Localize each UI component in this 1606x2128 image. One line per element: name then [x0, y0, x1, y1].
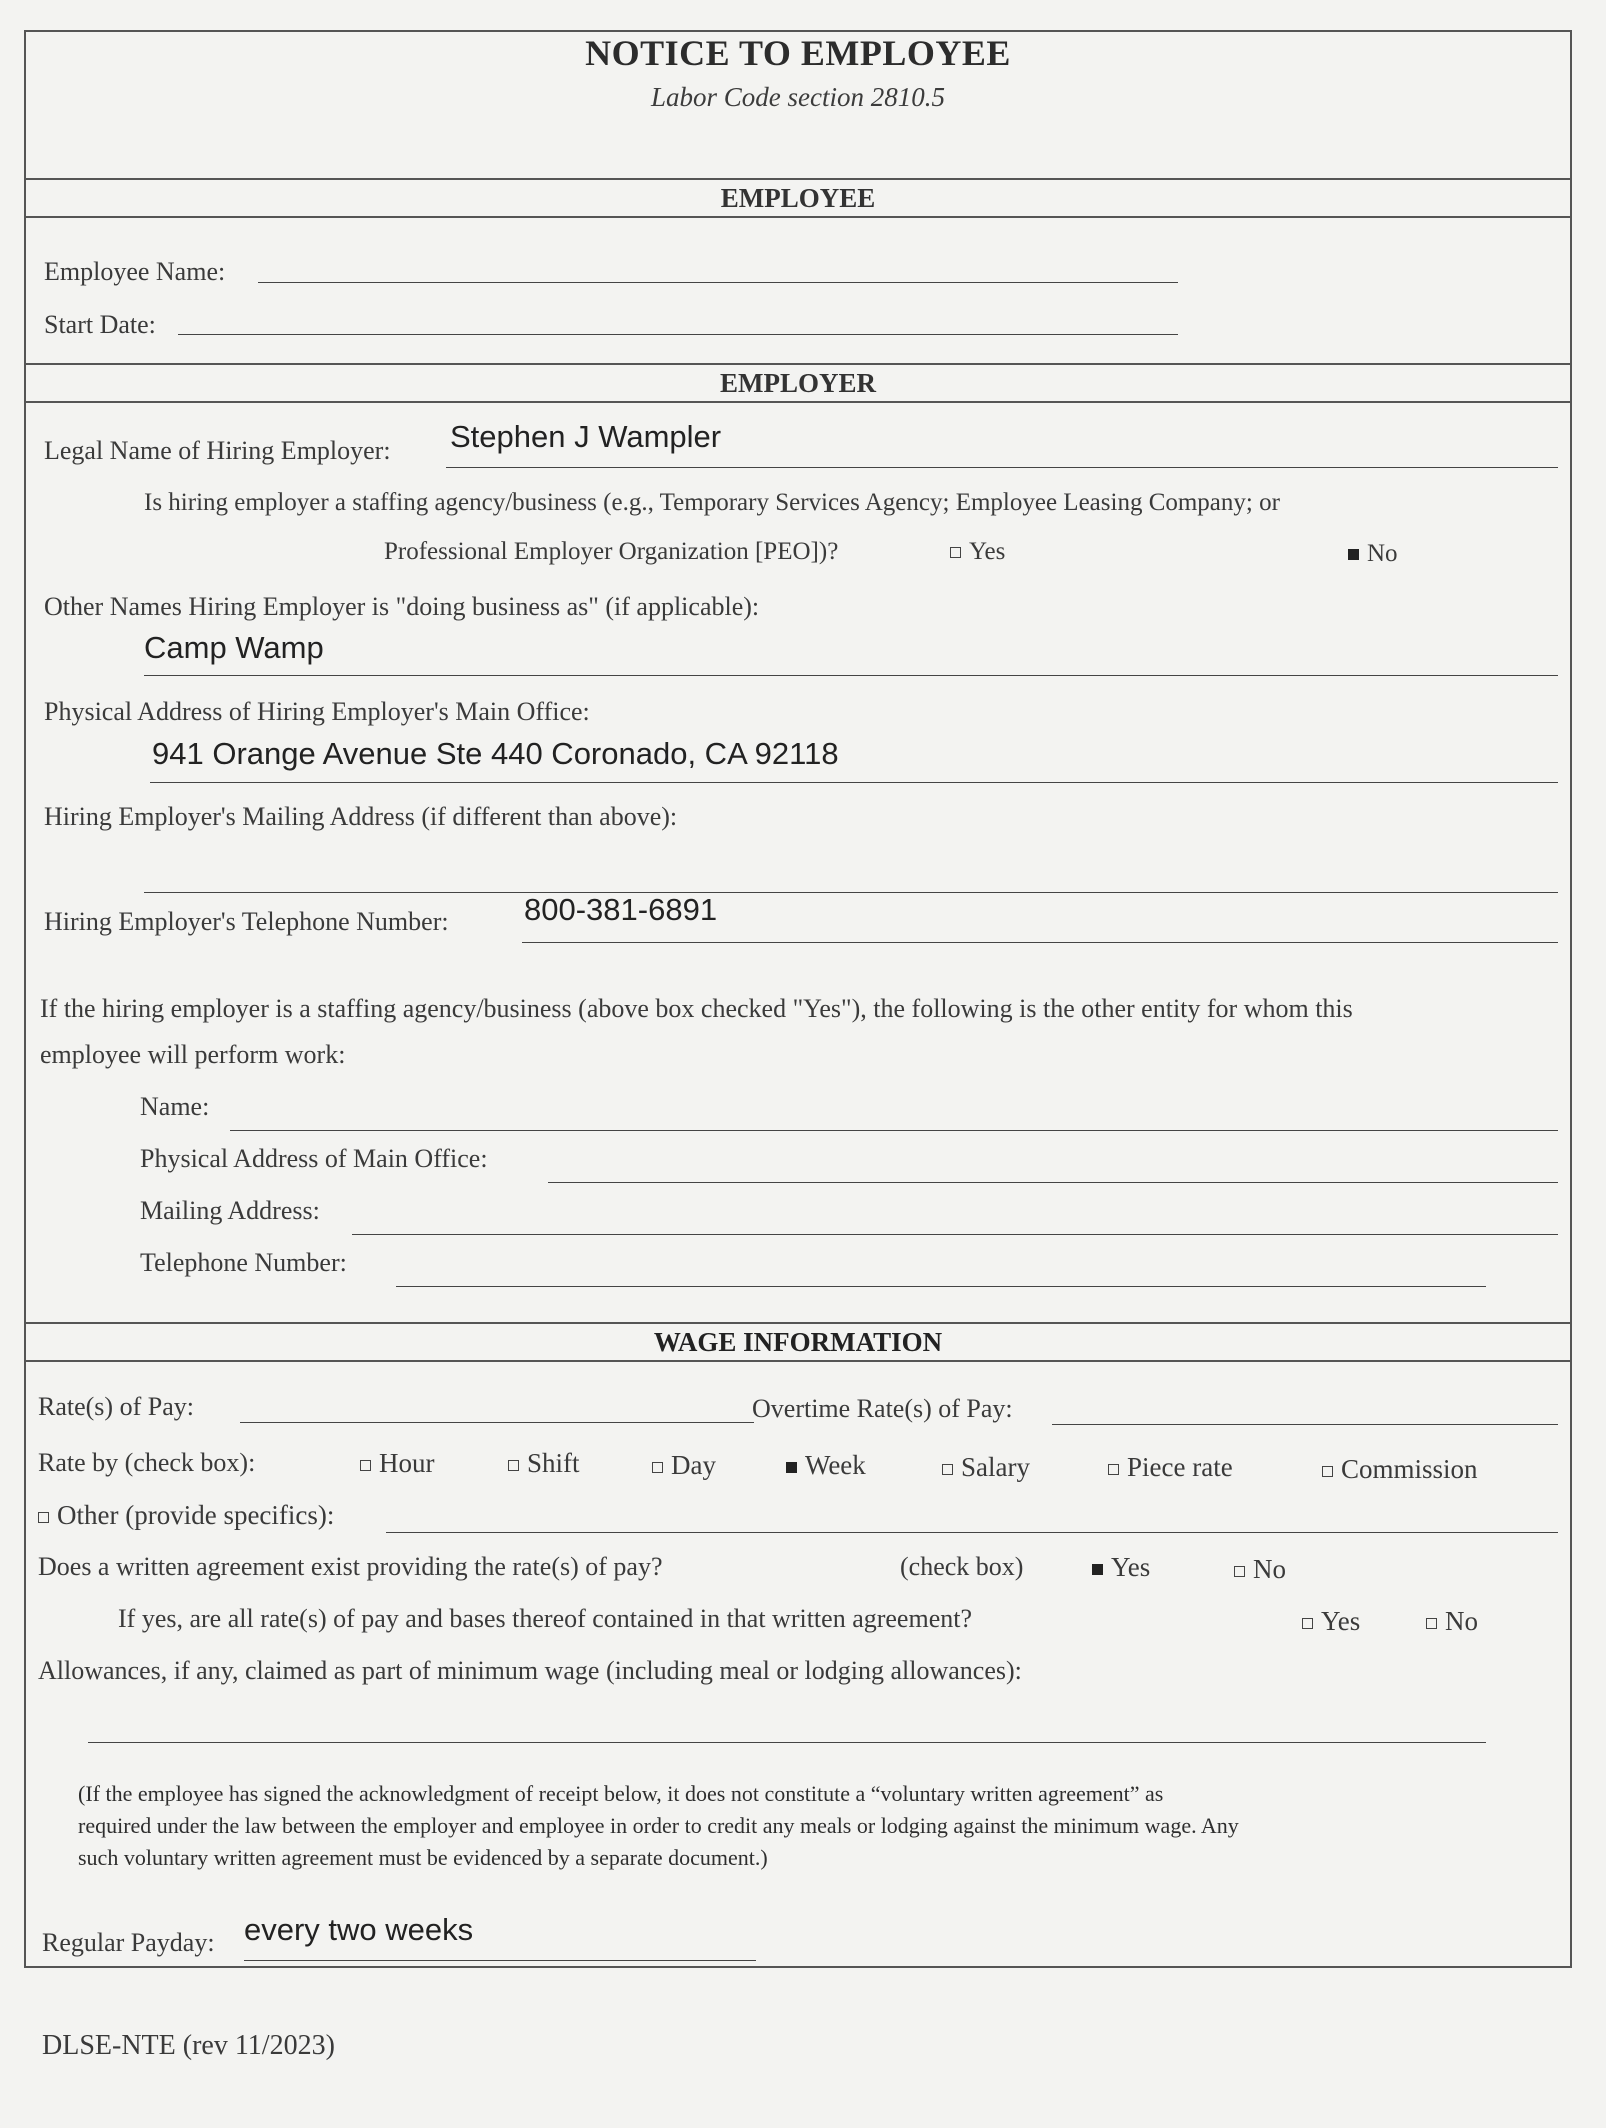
staffing-yes-label: Yes	[969, 538, 1006, 565]
other-phone-label: Telephone Number:	[140, 1248, 347, 1277]
payday-value: every two weeks	[244, 1912, 474, 1947]
agreement-question: Does a written agreement exist providing the rate(s) of pay?	[38, 1552, 663, 1581]
phone-label: Hiring Employer's Telephone Number:	[44, 907, 449, 936]
checkbox-icon[interactable]	[950, 547, 961, 558]
mailing-address-field[interactable]	[144, 892, 1558, 893]
dba-value: Camp Wamp	[144, 630, 324, 665]
checkbox-icon[interactable]	[652, 1462, 663, 1473]
rate-option-day[interactable]	[652, 1450, 716, 1481]
other-name-label: Name:	[140, 1092, 210, 1121]
rate-option-label: Commission	[1341, 1454, 1478, 1484]
allowances-field[interactable]	[88, 1742, 1486, 1743]
checked-checkbox-icon[interactable]	[786, 1462, 797, 1473]
rate-by-label: Rate by (check box):	[38, 1448, 256, 1477]
legal-name-field[interactable]	[446, 467, 1558, 468]
overtime-rate-field[interactable]	[1052, 1424, 1558, 1425]
note-line3: such voluntary written agreement must be evidenced by a separate document.)	[78, 1845, 768, 1870]
other-specifics-field[interactable]	[386, 1532, 1558, 1533]
staffing-no-label: No	[1367, 540, 1398, 567]
other-entity-text-line1: If the hiring employer is a staffing agency/business (above box checked "Yes"), the following is the other entity for whom this	[40, 994, 1353, 1023]
checkbox-icon[interactable]	[508, 1460, 519, 1471]
checkbox-icon[interactable]	[1234, 1566, 1245, 1577]
rate-option-label: Shift	[527, 1448, 580, 1478]
phone-field[interactable]	[522, 942, 1558, 943]
note-line1: (If the employee has signed the acknowledgment of receipt below, it does not constitute a “voluntary written agreement” as	[78, 1781, 1164, 1806]
checkbox-icon[interactable]	[1302, 1618, 1313, 1629]
physical-address-field[interactable]	[150, 782, 1558, 783]
rate-option-other[interactable]	[38, 1500, 334, 1531]
notice-form	[24, 30, 1572, 1968]
rate-of-pay-label: Rate(s) of Pay:	[38, 1392, 194, 1421]
rate-option-shift[interactable]	[508, 1448, 580, 1479]
rate-option-piece-rate[interactable]	[1108, 1452, 1233, 1483]
note-line2: required under the law between the employer and employee in order to credit any meals or lodging against the minimum wage. Any	[78, 1813, 1239, 1838]
wage-section-header: WAGE INFORMATION	[26, 1322, 1570, 1362]
dba-label: Other Names Hiring Employer is "doing business as" (if applicable):	[44, 592, 760, 621]
physical-address-label: Physical Address of Hiring Employer's Main Office:	[44, 697, 590, 726]
mailing-address-label: Hiring Employer's Mailing Address (if different than above):	[44, 802, 678, 831]
employee-name-field[interactable]	[258, 282, 1178, 283]
other-specifics-label: Other (provide specifics):	[57, 1500, 335, 1530]
rate-option-hour[interactable]	[360, 1448, 435, 1479]
checked-checkbox-icon[interactable]	[1348, 549, 1359, 560]
staffing-yes-option[interactable]	[950, 538, 1005, 566]
checkbox-icon[interactable]	[1426, 1618, 1437, 1629]
rate-option-week[interactable]	[786, 1450, 866, 1481]
payday-label: Regular Payday:	[42, 1928, 215, 1957]
other-phone-field[interactable]	[396, 1286, 1486, 1287]
rate-option-label: Piece rate	[1127, 1452, 1233, 1482]
agreement-no-label: No	[1253, 1554, 1286, 1584]
rate-option-label: Day	[671, 1450, 716, 1480]
legal-name-label: Legal Name of Hiring Employer:	[44, 436, 391, 465]
employer-section-header: EMPLOYER	[26, 363, 1570, 403]
rate-option-label: Week	[805, 1450, 866, 1480]
other-physical-field[interactable]	[548, 1182, 1558, 1183]
checkbox-icon[interactable]	[360, 1460, 371, 1471]
staffing-question-line1: Is hiring employer a staffing agency/business (e.g., Temporary Services Agency; Employee Leasing Company; or	[144, 489, 1280, 516]
checkbox-icon[interactable]	[942, 1464, 953, 1475]
form-footer: DLSE-NTE (rev 11/2023)	[42, 2030, 335, 2061]
staffing-no-option[interactable]	[1348, 540, 1398, 568]
rate-option-label: Hour	[379, 1448, 435, 1478]
contained-no-option[interactable]	[1426, 1606, 1478, 1637]
agreement-yes-label: Yes	[1111, 1552, 1151, 1582]
legal-name-value: Stephen J Wampler	[450, 419, 722, 454]
agreement-yes-option[interactable]	[1092, 1552, 1150, 1583]
checkbox-icon[interactable]	[1322, 1466, 1333, 1477]
agreement-no-option[interactable]	[1234, 1554, 1286, 1585]
contained-question: If yes, are all rate(s) of pay and bases thereof contained in that written agreement?	[118, 1604, 973, 1633]
other-mailing-field[interactable]	[352, 1234, 1558, 1235]
payday-field[interactable]	[244, 1960, 756, 1961]
rate-option-salary[interactable]	[942, 1452, 1030, 1483]
checkbox-icon[interactable]	[38, 1512, 49, 1523]
overtime-rate-label: Overtime Rate(s) of Pay:	[752, 1394, 1013, 1423]
dba-field[interactable]	[144, 675, 1558, 676]
employee-name-label: Employee Name:	[44, 257, 226, 286]
form-title: NOTICE TO EMPLOYEE	[585, 33, 1011, 73]
staffing-question-line2: Professional Employer Organization [PEO])?	[384, 538, 839, 565]
other-physical-label: Physical Address of Main Office:	[140, 1144, 488, 1173]
employee-section-header: EMPLOYEE	[26, 178, 1570, 218]
checkbox-icon[interactable]	[1108, 1464, 1119, 1475]
contained-no-label: No	[1445, 1606, 1478, 1636]
start-date-field[interactable]	[178, 334, 1178, 335]
other-name-field[interactable]	[230, 1130, 1558, 1131]
start-date-label: Start Date:	[44, 310, 156, 339]
contained-yes-option[interactable]	[1302, 1606, 1360, 1637]
check-box-hint: (check box)	[900, 1552, 1024, 1581]
other-mailing-label: Mailing Address:	[140, 1196, 320, 1225]
checked-checkbox-icon[interactable]	[1092, 1564, 1103, 1575]
rate-option-commission[interactable]	[1322, 1454, 1478, 1485]
rate-option-label: Salary	[961, 1452, 1030, 1482]
allowances-label: Allowances, if any, claimed as part of minimum wage (including meal or lodging allowances):	[38, 1656, 1022, 1685]
phone-value: 800-381-6891	[524, 892, 718, 927]
contained-yes-label: Yes	[1321, 1606, 1361, 1636]
rate-of-pay-field[interactable]	[240, 1422, 754, 1423]
form-subtitle: Labor Code section 2810.5	[651, 82, 945, 112]
physical-address-value: 941 Orange Avenue Ste 440 Coronado, CA 92118	[152, 736, 839, 771]
other-entity-text-line2: employee will perform work:	[40, 1040, 346, 1069]
